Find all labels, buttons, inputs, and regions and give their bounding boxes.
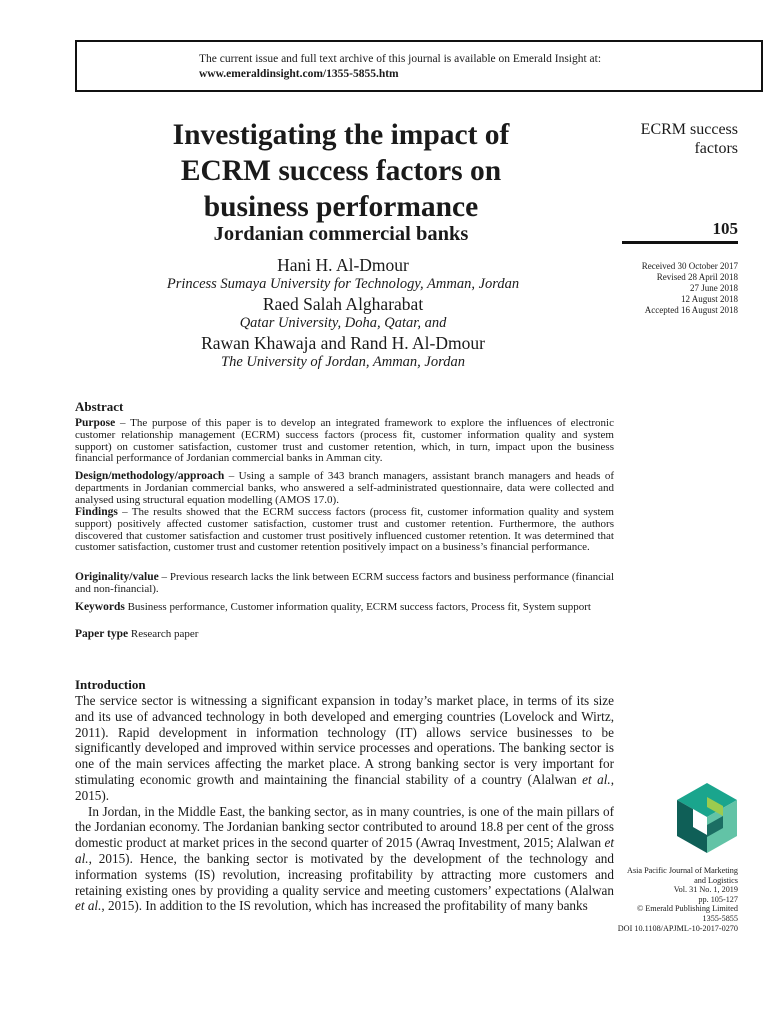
date-revised-3: 12 August 2018: [680, 294, 738, 304]
title-line-2: ECRM success factors on: [180, 155, 502, 187]
purpose-label: Purpose: [75, 417, 116, 429]
affiliation-3: The University of Jordan, Amman, Jordan: [221, 354, 465, 370]
abstract-design: [75, 471, 614, 506]
intro-p1-etal: et al.: [582, 771, 611, 787]
originality-label: Originality/value: [75, 571, 159, 583]
journal-pages: pp. 105-127: [698, 894, 738, 904]
keywords-text: Business performance, Customer information quality, ECRM success factors, Process fit, System support: [124, 601, 591, 613]
intro-p2-text-a: In Jordan, in the Middle East, the banking sector, as in many countries, is one of the main pillars of the Jordanian economy. The Jordanian banking sector contributed to around 18.8 per cent of the gross domestic product at market prices in the second quarter of 2015 (Awraq Investment, 2015; Alalwan: [75, 803, 614, 851]
purpose-text: – The purpose of this paper is to develop an integrated framework to explore the influences of electronic customer relationship management (ECRM) success factors (process fit, customer information quality and system support) on customer satisfaction, customer trust and customer retention, which, in turn, impact upon the business financial performance of Jordanian commercial banks in Amman city.: [75, 417, 614, 465]
paper-type-label: Paper type: [75, 628, 129, 640]
affiliation-2: Qatar University, Doha, Qatar, and: [239, 315, 447, 331]
date-revised-2: 27 June 2018: [690, 283, 738, 293]
author-2: Raed Salah Algharabat: [262, 294, 424, 314]
keywords-label: Keywords: [75, 601, 125, 613]
journal-info: [600, 866, 738, 933]
paper-type-text: Research paper: [128, 628, 199, 640]
intro-paragraph-2: [75, 804, 614, 915]
running-title: [600, 120, 738, 158]
title-line-3: business performance: [203, 191, 479, 223]
originality-text: – Previous research lacks the link between ECRM success factors and business performance (financial and non-financial).: [75, 571, 614, 595]
emerald-logo-icon: [677, 783, 737, 853]
journal-doi[interactable]: DOI 10.1108/APJML-10-2017-0270: [617, 923, 738, 933]
design-text: – Using a sample of 343 branch managers, assistant branch managers and heads of departments in Jordanian commercial banks, who answered a self-administrated questionnaire, data were collected and analysed using structural equation modelling (AMOS 17.0).: [75, 470, 614, 506]
author-3: Rawan Khawaja and Rand H. Al-Dmour: [201, 333, 485, 353]
intro-paragraph-1: [75, 693, 614, 804]
journal-issn: 1355-5855: [702, 913, 738, 923]
header-url[interactable]: www.emeraldinsight.com/1355-5855.htm: [199, 68, 399, 80]
journal-name-2: and Logistics: [694, 875, 738, 885]
date-received: Received 30 October 2017: [641, 261, 738, 271]
title-line-1: Investigating the impact of: [172, 119, 510, 151]
introduction-heading: Introduction: [75, 677, 146, 692]
findings-text: – The results showed that the ECRM success factors (process fit, customer information quality and system support) positively affected customer satisfaction, customer trust and customer retention. Furthermore, the authors discovered that customer satisfaction and customer trust positively influenced customer retention. It was determined that customer satisfaction, customer trust and customer retention positively impact on a business’s financial performance.: [75, 506, 614, 554]
author-1: Hani H. Al-Dmour: [277, 255, 409, 275]
abstract-purpose: [75, 418, 614, 465]
page-number: 105: [712, 219, 738, 238]
intro-p2-text-c: , 2015). In addition to the IS revolution, which has increased the profitability of many banks: [101, 898, 588, 914]
running-title-line-2: factors: [694, 140, 738, 157]
abstract-findings: [75, 507, 614, 554]
intro-p2-etal-1: et al.: [75, 835, 614, 866]
date-revised-1: Revised 28 April 2018: [656, 272, 738, 282]
date-accepted: Accepted 16 August 2018: [644, 305, 738, 315]
affiliation-1: Princess Sumaya University for Technology, Amman, Jordan: [166, 276, 520, 292]
findings-label: Findings: [75, 506, 118, 518]
design-label: Design/methodology/approach: [75, 470, 225, 482]
journal-header-box: [75, 40, 763, 92]
journal-volume: Vol. 31 No. 1, 2019: [673, 885, 738, 895]
intro-p1-end: , 2015).: [75, 771, 614, 803]
abstract-keywords: [75, 600, 595, 614]
introduction-body: [75, 693, 614, 914]
paper-title: [96, 117, 586, 225]
intro-p2-text-b: , 2015). Hence, the banking sector is motivated by the development of the technology and information systems (IS) revolution, increasing profitability by attracting more customers and retaining existing ones by providing a quality service and meeting customers’ expectations (Alalwan: [75, 850, 614, 898]
article-dates: [600, 261, 738, 316]
header-availability-text: The current issue and full text archive of this journal is available on Emerald Insight at:: [199, 53, 602, 65]
running-title-line-1: ECRM success: [640, 121, 738, 138]
intro-p1-text: The service sector is witnessing a significant expansion in today’s market place, in terms of its size and its use of advanced technology in both developed and emerging countries (Lovelock and Wirtz, 2011). Rapid development in information technology (IT) allows service businesses to be significantly developed and improved within service processes and operations. The banking sector is one of the main services affecting the market place. A strong banking sector is very important for stimulating economic growth and maintaining the financial stability of a country (Alalwan: [75, 693, 614, 787]
abstract-heading: Abstract: [75, 399, 124, 414]
journal-name-1: Asia Pacific Journal of Marketing: [627, 866, 738, 875]
abstract-paper-type: [75, 629, 614, 641]
abstract-originality: [75, 572, 614, 596]
journal-publisher: © Emerald Publishing Limited: [636, 904, 738, 914]
paper-subtitle: Jordanian commercial banks: [213, 223, 469, 245]
intro-p2-etal-2: et al.: [75, 898, 102, 914]
page-number-rule: [622, 241, 738, 244]
